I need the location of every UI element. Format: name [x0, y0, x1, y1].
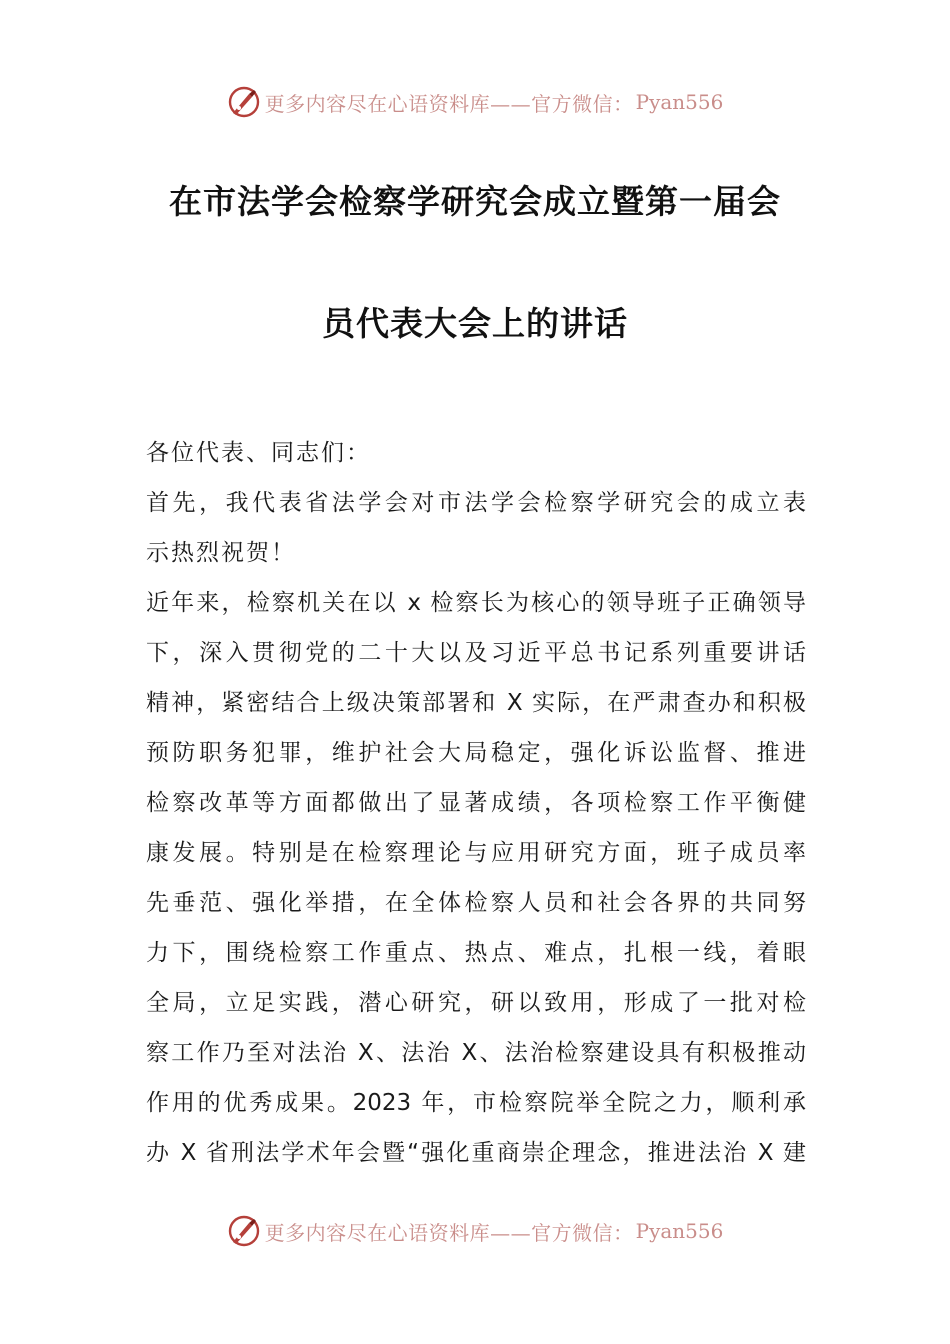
- watermark-text: 更多内容尽在心语资料库——官方微信：: [264, 91, 634, 116]
- watermark-contact: Pyan556: [635, 1219, 724, 1243]
- watermark-banner-bottom: [0, 1211, 950, 1251]
- body-line: 各位代表、同志们：: [146, 440, 371, 466]
- body-line: 下，深入贯彻党的二十大以及习近平总书记系列重要讲话: [146, 640, 806, 666]
- document-body: [146, 428, 806, 1178]
- body-line: 全局，立足实践，潜心研究，研以致用，形成了一批对检: [146, 990, 806, 1016]
- watermark-contact: Pyan556: [635, 90, 724, 114]
- body-line: 精神，紧密结合上级决策部署和 X 实际，在严肃查办和积极: [146, 690, 806, 716]
- watermark-banner-top: [0, 82, 950, 122]
- body-line: 预防职务犯罪，维护社会大局稳定，强化诉讼监督、推进: [146, 740, 806, 766]
- body-line: 首先，我代表省法学会对市法学会检察学研究会的成立表: [146, 490, 806, 516]
- document-title-line-1: 在市法学会检察学研究会成立暨第一届会: [169, 182, 781, 221]
- body-line: 作用的优秀成果。2023 年，市检察院举全院之力，顺利承: [146, 1090, 806, 1116]
- body-line: 办 X 省刑法学术年会暨“强化重商崇企理念，推进法治 X 建: [146, 1140, 806, 1166]
- pen-logo-icon: [227, 85, 261, 119]
- body-line: 示热烈祝贺！: [146, 540, 296, 566]
- body-line: 康发展。特别是在检察理论与应用研究方面，班子成员率: [146, 840, 806, 866]
- pen-logo-icon: [227, 1214, 261, 1248]
- body-line: 先垂范、强化举措，在全体检察人员和社会各界的共同努: [146, 890, 806, 916]
- document-title-line-2: 员代表大会上的讲话: [322, 304, 628, 343]
- body-line: 察工作乃至对法治 X、法治 X、法治检察建设具有积极推动: [146, 1040, 806, 1066]
- body-line: 近年来，检察机关在以 x 检察长为核心的领导班子正确领导: [146, 590, 806, 616]
- body-line: 检察改革等方面都做出了显著成绩，各项检察工作平衡健: [146, 790, 806, 816]
- body-line: 力下，围绕检察工作重点、热点、难点，扎根一线，着眼: [146, 940, 806, 966]
- watermark-text: 更多内容尽在心语资料库——官方微信：: [264, 1220, 634, 1245]
